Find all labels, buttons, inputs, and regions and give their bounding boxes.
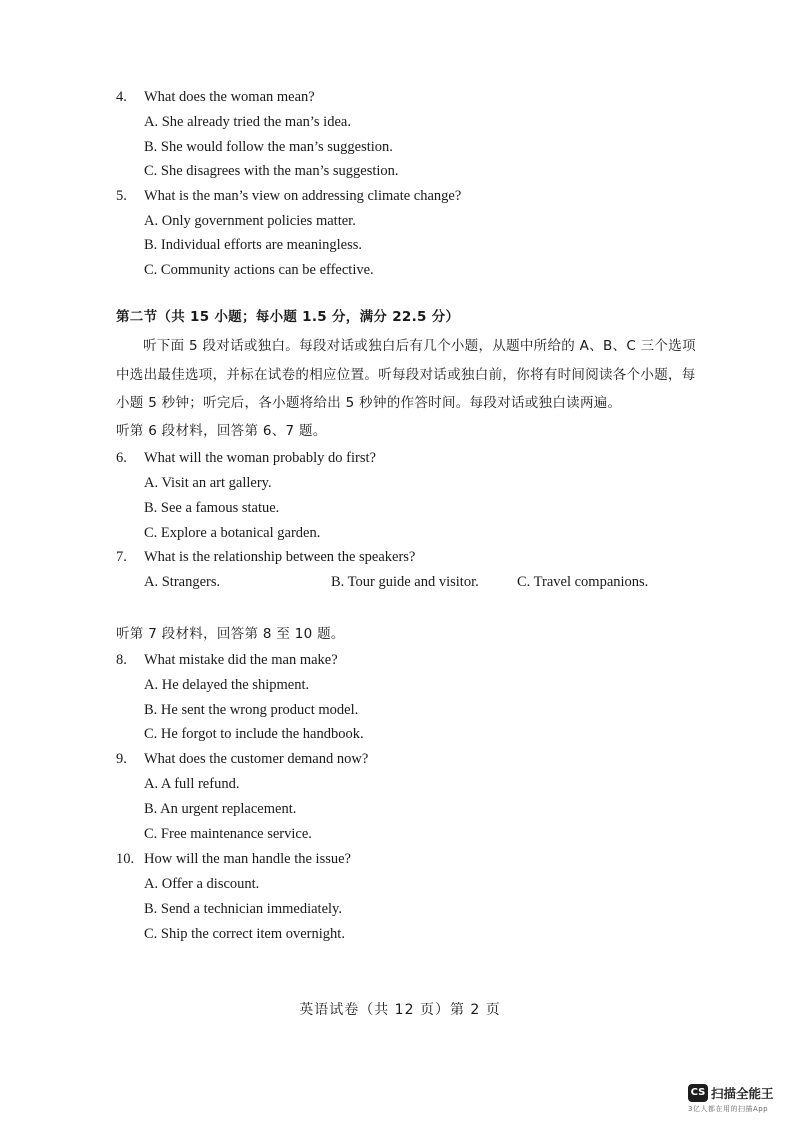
option-7a: A. Strangers. [144, 574, 221, 590]
option-9c: C. Free maintenance service. [144, 826, 312, 842]
option-6c: C. Explore a botanical garden. [144, 525, 321, 541]
option-8c: C. He forgot to include the handbook. [144, 726, 364, 742]
option-6b: B. See a famous statue. [144, 500, 280, 516]
option-4a: A. She already tried the man’s idea. [144, 114, 351, 130]
question-text: What will the woman probably do first? [144, 450, 376, 466]
question-number: 8. [116, 652, 127, 668]
page-footer: 英语试卷（共 12 页）第 2 页 [299, 1002, 501, 1018]
question-5 [116, 187, 461, 205]
question-text: What does the customer demand now? [144, 751, 369, 767]
option-4c: C. She disagrees with the man’s suggestion. [144, 163, 399, 179]
instruction-line-3: 小题 5 秒钟；听完后，各小题将给出 5 秒钟的作答时间。每段对话或独白读两遍。 [116, 395, 622, 411]
option-7b: B. Tour guide and visitor. [331, 574, 479, 590]
option-5a: A. Only government policies matter. [144, 213, 356, 229]
option-4b: B. She would follow the man’s suggestion. [144, 139, 393, 155]
question-text: How will the man handle the issue? [144, 851, 351, 867]
question-number: 4. [116, 89, 127, 105]
option-8b: B. He sent the wrong product model. [144, 702, 359, 718]
question-number: 9. [116, 751, 127, 767]
option-9b: B. An urgent replacement. [144, 801, 297, 817]
question-7 [116, 548, 415, 566]
option-5c: C. Community actions can be effective. [144, 262, 374, 278]
option-10a: A. Offer a discount. [144, 876, 260, 892]
watermark-tagline: 3亿人都在用的扫描App [688, 1105, 769, 1114]
question-number: 10. [116, 851, 135, 867]
question-6 [116, 449, 376, 467]
question-9 [116, 750, 368, 768]
question-text: What mistake did the man make? [144, 652, 338, 668]
question-text: What does the woman mean? [144, 89, 315, 105]
question-number: 7. [116, 549, 127, 565]
option-6a: A. Visit an art gallery. [144, 475, 272, 491]
option-8a: A. He delayed the shipment. [144, 677, 310, 693]
group-7-label: 听第 7 段材料，回答第 8 至 10 题。 [116, 626, 345, 642]
watermark-app-name: 扫描全能王 [711, 1086, 774, 1102]
question-number: 6. [116, 450, 127, 466]
option-5b: B. Individual efforts are meaningless. [144, 237, 362, 253]
section-heading: 第二节（共 15 小题；每小题 1.5 分，满分 22.5 分） [116, 309, 460, 325]
question-8 [116, 651, 338, 669]
question-4 [116, 88, 315, 106]
option-9a: A. A full refund. [144, 776, 240, 792]
option-10c: C. Ship the correct item overnight. [144, 926, 345, 942]
scanner-watermark [688, 1084, 784, 1114]
instruction-line-2: 中选出最佳选项，并标在试卷的相应位置。听每段对话或独白前，你将有时间阅读各个小题，每 [116, 367, 696, 383]
question-10 [116, 850, 351, 868]
group-6-label: 听第 6 段材料，回答第 6、7 题。 [116, 423, 327, 439]
question-number: 5. [116, 188, 127, 204]
instruction-line-1: 听下面 5 段对话或独白。每段对话或独白后有几个小题，从题中所给的 A、B、C 三个选项 [143, 338, 696, 354]
option-10b: B. Send a technician immediately. [144, 901, 342, 917]
option-7c: C. Travel companions. [517, 574, 649, 590]
question-text: What is the man’s view on addressing climate change? [144, 188, 462, 204]
question-text: What is the relationship between the speakers? [144, 549, 416, 565]
camscanner-logo-icon: CS [688, 1084, 708, 1102]
